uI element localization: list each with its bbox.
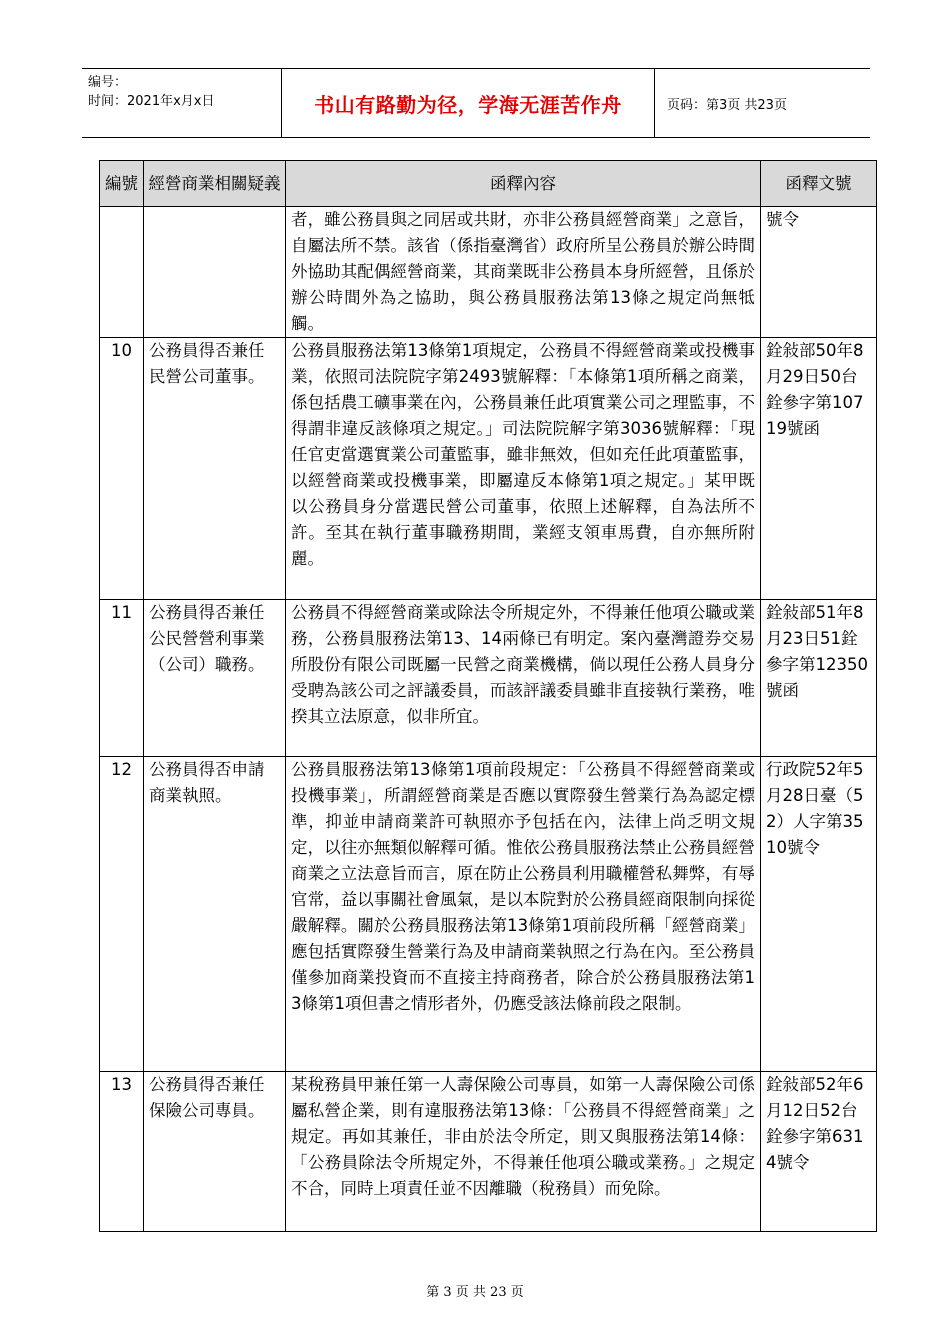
header-content: 函釋內容 bbox=[286, 161, 761, 207]
row-question: 公務員得否兼任公民營營利事業（公司）職務。 bbox=[144, 600, 286, 757]
time-label: 时间：2021年x月x日 bbox=[88, 94, 215, 109]
row-number: 13 bbox=[100, 1072, 144, 1232]
table-row bbox=[100, 207, 877, 338]
header-motto: 书山有路勤为径，学海无涯苦作舟 bbox=[282, 69, 655, 137]
table-row bbox=[100, 338, 877, 600]
row-question: 公務員得否申請商業執照。 bbox=[144, 757, 286, 1072]
row-content: 公務員不得經營商業或除法令所規定外，不得兼任他項公職或業務，公務員服務法第13、14兩條已有明定。案內臺灣證券交易所股份有限公司既屬一民營之商業機構，倘以現任公務人員身分受聘為該公司之評議委員，而該評議委員雖非直接執行業務，唯揆其立法原意，似非所宜。 bbox=[286, 600, 761, 757]
row-ref: 行政院52年5月28日臺（52）人字第3510號令 bbox=[761, 757, 877, 1072]
row-question bbox=[144, 207, 286, 338]
row-question: 公務員得否兼任保險公司專員。 bbox=[144, 1072, 286, 1232]
row-ref: 銓敍部51年8月23日51銓參字第12350號函 bbox=[761, 600, 877, 757]
header-meta bbox=[82, 69, 282, 137]
row-content: 公務員服務法第13條第1項規定，公務員不得經營商業或投機事業，依照司法院院字第2493號解釋：「本條第1項所稱之商業，係包括農工礦事業在內，公務員兼任此項實業公司之理監事，不得謂非違反該條項之規定。」司法院院解字第3036號解釋：「現任官吏當選實業公司董監事，雖非無效，但如充任此項董監事，以經營商業或投機事業，即屬違反本條第1項之規定。」某甲既以公務員身分當選民營公司董事，依照上述解釋，自為法所不許。至其在執行董事職務期間，業經支領車馬費，自亦無所附麗。 bbox=[286, 338, 761, 600]
row-ref: 號令 bbox=[761, 207, 877, 338]
header-no: 編號 bbox=[100, 161, 144, 207]
page-footer: 第 3 页 共 23 页 bbox=[426, 1285, 524, 1300]
row-number: 10 bbox=[100, 338, 144, 600]
header-page-info: 页码：第3页 共23页 bbox=[667, 97, 787, 113]
row-content: 某稅務員甲兼任第一人壽保險公司專員，如第一人壽保險公司係屬私營企業，則有違服務法第13條：「公務員不得經營商業」之規定。再如其兼任，非由於法令所定，則又與服務法第14條：「公務員除法令所規定外，不得兼任他項公職或業務。」之規定不合，同時上項責任並不因離職（稅務員）而免除。 bbox=[286, 1072, 761, 1232]
row-content: 者，雖公務員與之同居或共財，亦非公務員經營商業」之意旨，自屬法所不禁。該省（係指臺灣省）政府所呈公務員於辦公時間外協助其配偶經營商業，其商業既非公務員本身所經營，且係於辦公時間外為之協助，與公務員服務法第13條之規定尚無牴觸。 bbox=[286, 207, 761, 338]
page-header bbox=[82, 68, 870, 138]
row-content: 公務員服務法第13條第1項前段規定：「公務員不得經營商業或投機事業」，所謂經營商業是否應以實際發生營業行為為認定標準，抑並申請商業許可執照亦予包括在內，法律上尚乏明文規定，以往亦無類似解釋可循。惟依公務員服務法禁止公務員經營商業之立法意旨而言，原在防止公務員利用職權營私舞弊，有辱官常，益以事關社會風氣，是以本院對於公務員經商限制向採從嚴解釋。關於公務員服務法第13條第1項前段所稱「經營商業」應包括實際發生營業行為及申請商業執照之行為在內。至公務員僅參加商業投資而不直接主持商務者，除合於公務員服務法第13條第1項但書之情形者外，仍應受該法條前段之限制。 bbox=[286, 757, 761, 1072]
row-number bbox=[100, 207, 144, 338]
row-ref: 銓敍部50年8月29日50台銓參字第10719號函 bbox=[761, 338, 877, 600]
table-row bbox=[100, 600, 877, 757]
interpretation-table bbox=[99, 160, 877, 1232]
header-ref: 函釋文號 bbox=[761, 161, 877, 207]
doc-number-label: 编号： bbox=[88, 75, 128, 90]
header-question: 經營商業相關疑義 bbox=[144, 161, 286, 207]
row-number: 12 bbox=[100, 757, 144, 1072]
table-header-row bbox=[100, 161, 877, 207]
row-ref: 銓敍部52年6月12日52台銓參字第6314號令 bbox=[761, 1072, 877, 1232]
table-row bbox=[100, 757, 877, 1072]
row-question: 公務員得否兼任民營公司董事。 bbox=[144, 338, 286, 600]
table-row bbox=[100, 1072, 877, 1232]
row-number: 11 bbox=[100, 600, 144, 757]
